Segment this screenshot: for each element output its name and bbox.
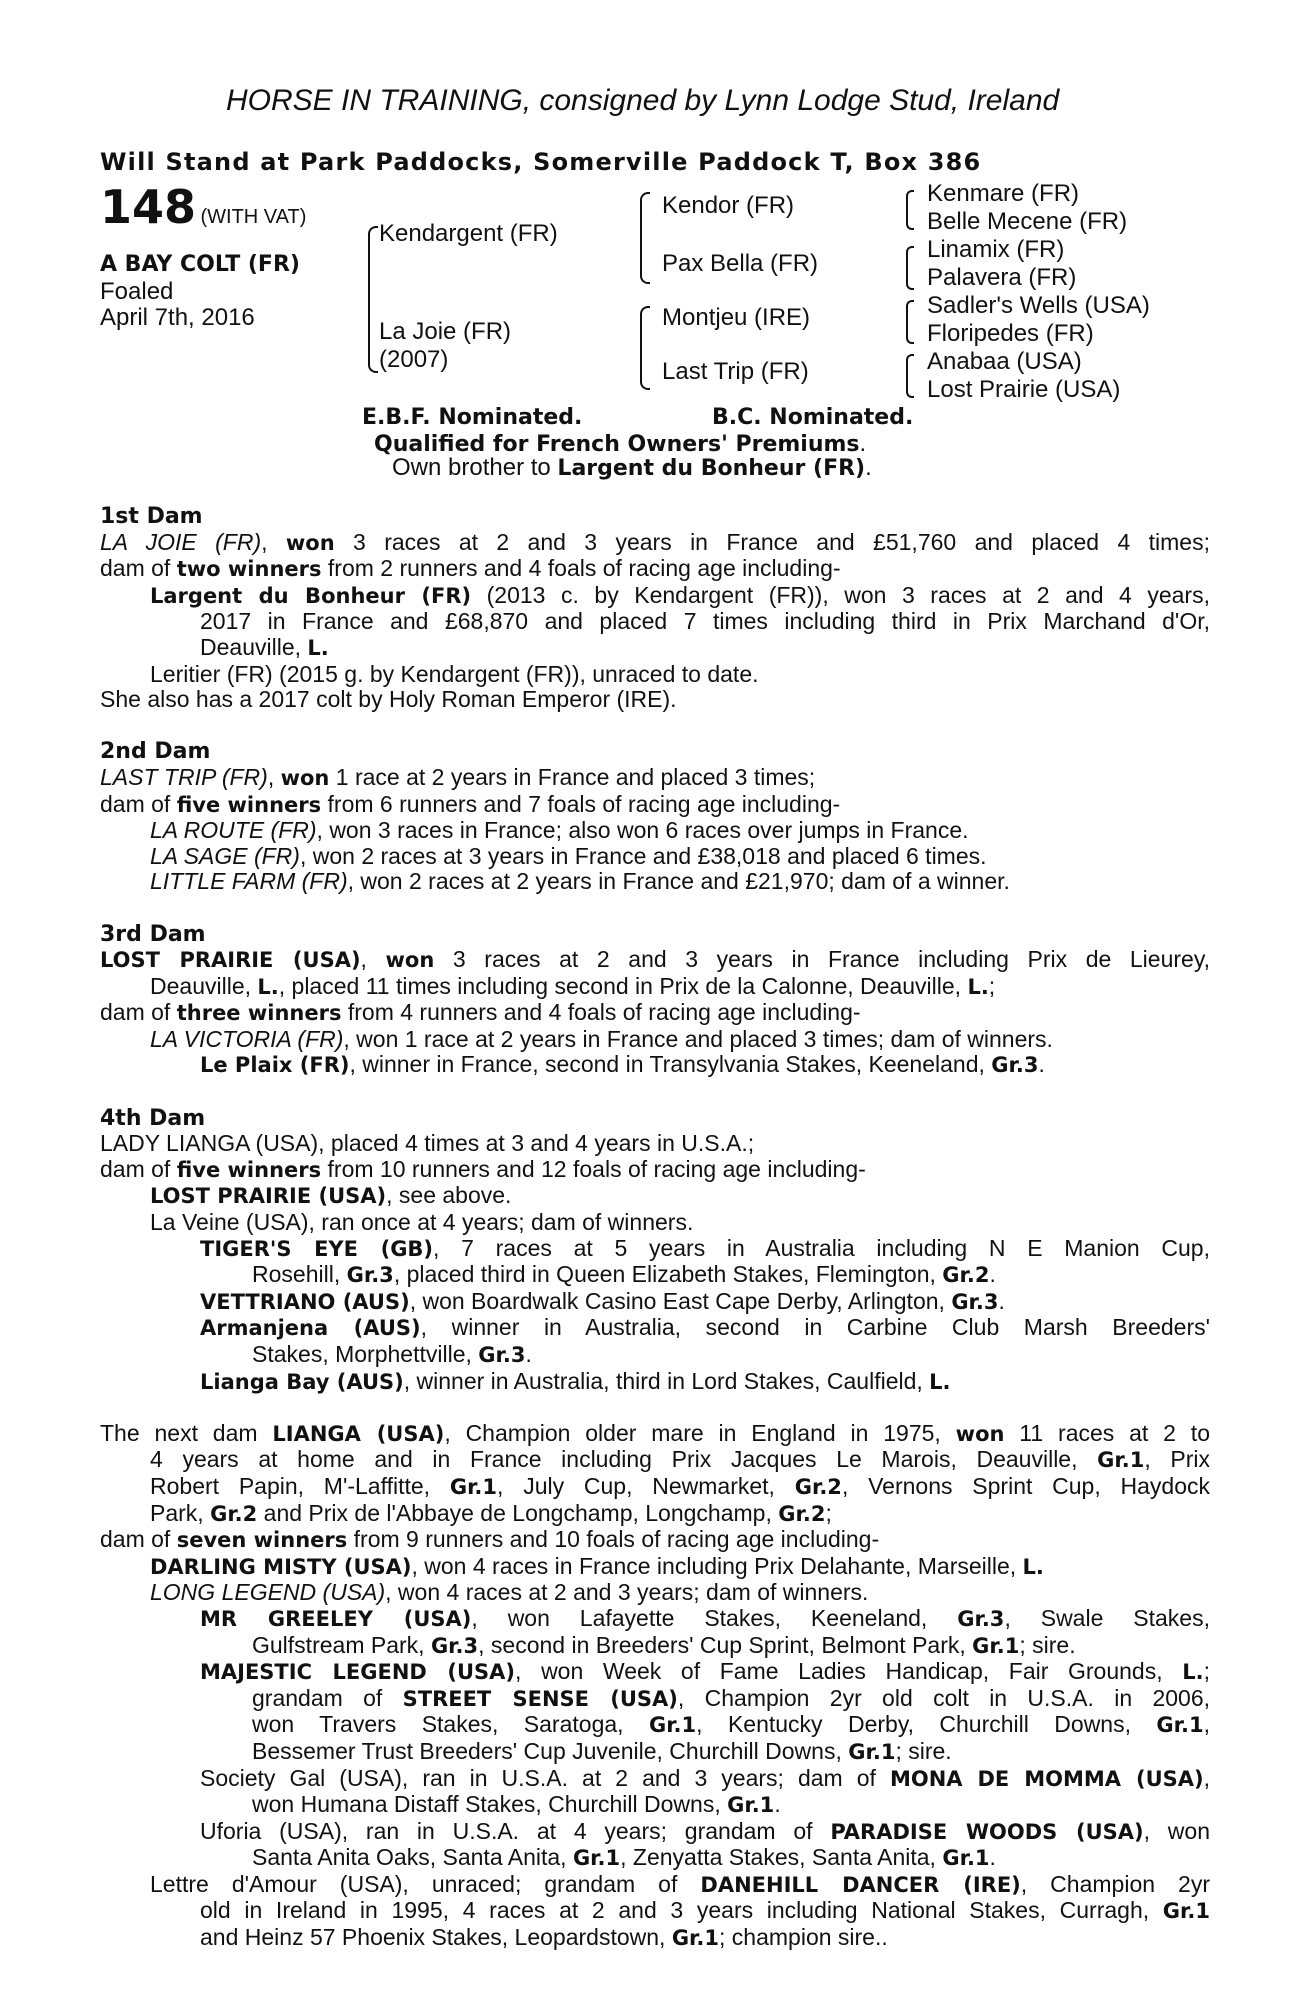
section-heading: [100, 738, 1210, 765]
bold-text: Gr.3: [991, 1053, 1039, 1078]
stand-location: Will Stand at Park Paddocks, Somerville Paddock T, Box 386: [100, 148, 982, 176]
bold-text: PARADISE WOODS (USA): [830, 1819, 1144, 1844]
bold-text: MONA DE MOMMA (USA): [889, 1766, 1204, 1791]
text: 3 races at 2 and 3 years in France and £51,760 and placed 4 times;: [334, 528, 1210, 555]
record-line: [100, 1792, 1210, 1819]
bold-text: L.: [257, 974, 279, 999]
text: , Champion older mare in England in 1975,: [444, 1419, 956, 1446]
bold-text: won: [955, 1421, 1005, 1446]
text: , won 3 races in France; also won 6 races over jumps in France.: [316, 817, 969, 844]
bold-text: Gr.3: [346, 1263, 394, 1288]
bold-text: seven winners: [176, 1528, 348, 1553]
text: Park,: [150, 1499, 211, 1526]
text: dam of: [100, 555, 177, 582]
bc-nomination: B.C. Nominated.: [712, 405, 914, 430]
text: Society Gal (USA), ran in U.S.A. at 2 and 3 years; dam of: [200, 1764, 890, 1791]
record-line: [100, 609, 1210, 635]
text: ,: [1203, 1764, 1210, 1791]
italic-text: LONG LEGEND (USA): [150, 1579, 386, 1606]
text: .: [989, 1844, 996, 1871]
bold-text: TIGER'S EYE (GB): [200, 1236, 434, 1261]
bold-text: Gr.3: [478, 1343, 526, 1367]
record-line: [100, 1131, 1210, 1157]
bold-text: LIANGA (USA): [272, 1421, 445, 1446]
text: .: [525, 1341, 532, 1367]
text: , Zenyatta Stakes, Santa Anita,: [620, 1844, 943, 1871]
own-brother-text: Own brother to: [392, 454, 558, 481]
bold-text: won: [285, 530, 335, 555]
text: Bessemer Trust Breeders' Cup Juvenile, Churchill Downs,: [252, 1737, 849, 1764]
bold-text: Gr.2: [942, 1263, 990, 1288]
record-line: [100, 1157, 1210, 1184]
record-line: [100, 1369, 1210, 1396]
record-line: [100, 1554, 1210, 1581]
record-line: [100, 662, 1210, 688]
pedigree-sire: Kendargent (FR): [379, 220, 558, 247]
text: The next dam: [100, 1419, 273, 1446]
bold-text: five winners: [176, 792, 322, 817]
text: ; champion sire..: [719, 1924, 888, 1951]
sire-line-bracket: [640, 192, 650, 284]
bold-text: Gr.3: [430, 1633, 479, 1658]
pedigree-gen2-3: Montjeu (IRE): [662, 304, 811, 331]
text: 1 race at 2 years in France and placed 3 times;: [329, 763, 816, 790]
french-premiums-text: Qualified for French Owners' Premiums: [374, 432, 860, 457]
pedigree-gen3-6: Floripedes (FR): [927, 320, 1094, 347]
own-brother-end: .: [865, 454, 872, 481]
text: , placed third in Queen Elizabeth Stakes, Flemington,: [393, 1261, 943, 1288]
bold-text: Gr.3: [957, 1606, 1005, 1631]
pedigree-dam-year: (2007): [379, 346, 449, 373]
text: .: [1038, 1051, 1045, 1078]
record-line: [100, 974, 1210, 1001]
text: , winner in Australia, second in Carbine Club Marsh Breeders': [420, 1314, 1210, 1341]
page-header-title: HORSE IN TRAINING, consigned by Lynn Lodge Stud, Ireland: [226, 84, 1060, 117]
record-line: [100, 1527, 1210, 1554]
text: Stakes, Morphettville,: [252, 1341, 479, 1367]
record-line: [100, 1447, 1210, 1474]
pedigree-gen2-2: Pax Bella (FR): [662, 250, 819, 277]
ebf-nomination: E.B.F. Nominated.: [362, 405, 583, 430]
italic-text: LA VICTORIA (FR): [150, 1025, 344, 1052]
record-line: [100, 1686, 1210, 1713]
bold-text: Gr.2: [794, 1474, 842, 1499]
text: ;: [825, 1499, 832, 1526]
text: , won: [1143, 1817, 1211, 1844]
text: 4 years at home and in France including Prix Jacques Le Marois, Deauville,: [150, 1446, 1098, 1473]
record-line: [100, 1898, 1210, 1925]
text: ; sire.: [895, 1737, 952, 1764]
text: Deauville,: [150, 972, 258, 999]
text: , Kentucky Derby, Churchill Downs,: [696, 1711, 1157, 1738]
record-line: [100, 818, 1210, 844]
bold-text: Gr.1: [572, 1846, 621, 1871]
text: from 10 runners and 12 foals of racing age including-: [321, 1155, 866, 1182]
produce-record: [100, 503, 1210, 1952]
text: from 2 runners and 4 foals of racing age including-: [321, 555, 841, 582]
italic-text: LITTLE FARM (FR): [150, 868, 348, 895]
text: , Champion 2yr: [1020, 1870, 1211, 1897]
record-line: [100, 1766, 1210, 1793]
record-line: [100, 583, 1210, 610]
bold-text: Gr.1: [942, 1846, 990, 1871]
bold-text: Gr.3: [951, 1289, 999, 1314]
foaled-date: April 7th, 2016: [100, 304, 255, 331]
text: La Veine (USA), ran once at 4 years; dam of winners.: [150, 1209, 694, 1236]
bold-text: STREET SENSE (USA): [402, 1686, 678, 1711]
foaled-label: Foaled: [100, 278, 174, 305]
own-brother-note: [392, 454, 872, 482]
record-line: [100, 1236, 1210, 1263]
text: 3 races at 2 and 3 years in France including Prix de Lieurey,: [434, 946, 1210, 973]
record-line: [100, 765, 1210, 792]
french-premiums-end: .: [859, 430, 867, 457]
bold-text: LOST PRAIRIE (USA): [150, 1184, 387, 1209]
bold-text: Gr.1: [1156, 1713, 1204, 1738]
record-line: [100, 1052, 1210, 1079]
record-line: [100, 947, 1210, 974]
text: , won 2 races at 3 years in France and £38,018 and placed 6 times.: [299, 842, 987, 869]
text: ,: [261, 528, 286, 555]
pedigree-gen3-4: Palavera (FR): [927, 264, 1077, 291]
text: Uforia (USA), ran in U.S.A. at 4 years; grandam of: [200, 1817, 831, 1844]
text: Lettre d'Amour (USA), unraced; grandam of: [150, 1870, 701, 1897]
own-brother-name: Largent du Bonheur (FR): [557, 456, 866, 481]
text: dam of: [100, 1155, 177, 1182]
section-heading: [100, 1105, 1210, 1132]
text: , won 4 races in France including Prix Delahante, Marseille,: [411, 1552, 1023, 1579]
text: , won 1 race at 2 years in France and placed 3 times; dam of winners.: [343, 1025, 1053, 1052]
text: won Travers Stakes, Saratoga,: [252, 1711, 649, 1738]
bold-text: Gr.1: [648, 1713, 697, 1738]
text: Leritier (FR) (2015 g. by Kendargent (FR)), unraced to date.: [150, 660, 759, 687]
dam-line-bracket: [640, 306, 650, 390]
record-line: [100, 530, 1210, 557]
text: .: [774, 1791, 781, 1818]
record-line: [100, 556, 1210, 583]
text: Rosehill,: [252, 1261, 347, 1288]
pedigree-gen3-1: Kenmare (FR): [927, 180, 1080, 207]
text: and Prix de l'Abbaye de Longchamp, Longchamp,: [257, 1499, 779, 1526]
record-line: [100, 1501, 1210, 1528]
record-line: [100, 1925, 1210, 1952]
record-line: [100, 1210, 1210, 1236]
text: 11 races at 2 to: [1004, 1419, 1210, 1446]
text: dam of: [100, 1526, 177, 1553]
bold-text: won: [385, 948, 435, 973]
record-line: [100, 1421, 1210, 1448]
pedigree-gen2-4: Last Trip (FR): [662, 358, 809, 385]
pedigree-gen3-7: Anabaa (USA): [927, 348, 1082, 375]
text: .: [998, 1287, 1005, 1314]
pedigree-dam: La Joie (FR): [379, 318, 512, 345]
text: , Swale Stakes,: [1004, 1604, 1210, 1631]
pedigree-gen3-8: Lost Prairie (USA): [927, 376, 1121, 403]
bold-text: Gr.1: [848, 1739, 896, 1764]
text: ; sire.: [1019, 1631, 1076, 1658]
record-line: [100, 687, 1210, 713]
lot-description: A BAY COLT (FR): [100, 252, 300, 277]
text: , Champion 2yr old colt in U.S.A. in 2006,: [677, 1684, 1210, 1711]
record-line: [100, 1000, 1210, 1027]
text: LADY LIANGA (USA), placed 4 times at 3 and 4 years in U.S.A.;: [100, 1130, 755, 1157]
text: Santa Anita Oaks, Santa Anita,: [252, 1844, 573, 1871]
text: and Heinz 57 Phoenix Stakes, Leopardstown,: [200, 1924, 672, 1951]
text: , see above.: [386, 1182, 512, 1209]
bold-text: five winners: [176, 1157, 322, 1182]
text: , won 4 races at 2 and 3 years; dam of winners.: [385, 1579, 869, 1606]
bold-text: LOST PRAIRIE (USA): [100, 948, 361, 973]
text: Gulfstream Park,: [252, 1631, 431, 1658]
text: , Prix: [1144, 1446, 1210, 1473]
bold-text: L.: [307, 635, 329, 660]
text: , winner in Australia, third in Lord Stakes, Caulfield,: [403, 1367, 930, 1394]
spacer: [100, 895, 1210, 921]
italic-text: LAST TRIP (FR): [100, 763, 268, 790]
bold-text: Gr.1: [1097, 1448, 1145, 1473]
text: , second in Breeders' Cup Sprint, Belmont Park,: [478, 1631, 973, 1658]
text: , won Week of Fame Ladies Handicap, Fair Grounds,: [515, 1658, 1183, 1685]
bold-text: Gr.1: [1162, 1899, 1210, 1924]
text: dam of: [100, 790, 177, 817]
record-line: [100, 1183, 1210, 1210]
bold-text: 2nd Dam: [100, 739, 211, 765]
bold-text: MR GREELEY (USA): [200, 1606, 472, 1631]
text: She also has a 2017 colt by Holy Roman Emperor (IRE).: [100, 686, 677, 713]
text: from 6 runners and 7 foals of racing age including-: [321, 790, 841, 817]
bold-text: 4th Dam: [100, 1105, 206, 1131]
record-line: [100, 869, 1210, 895]
record-line: [100, 1474, 1210, 1501]
text: ,: [1203, 1711, 1210, 1738]
bold-text: Gr.2: [778, 1501, 826, 1526]
bold-text: Gr.1: [972, 1633, 1020, 1658]
text: dam of: [100, 999, 177, 1026]
pedigree-gen2-1: Kendor (FR): [662, 192, 795, 219]
italic-text: LA ROUTE (FR): [150, 817, 317, 844]
bold-text: two winners: [176, 557, 322, 582]
text: ;: [1203, 1658, 1210, 1685]
bold-text: L.: [967, 974, 989, 999]
bold-text: DARLING MISTY (USA): [150, 1554, 412, 1579]
lot-number: 148: [100, 180, 197, 234]
bold-text: won: [280, 765, 330, 790]
bold-text: 1st Dam: [100, 504, 203, 529]
record-line: [100, 1659, 1210, 1686]
bold-text: three winners: [176, 1001, 342, 1026]
record-line: [100, 1872, 1210, 1899]
record-line: [100, 1633, 1210, 1660]
record-line: [100, 792, 1210, 819]
bold-text: L.: [1022, 1554, 1044, 1579]
pedigree-gen3-2: Belle Mecene (FR): [927, 208, 1128, 235]
record-line: [100, 1262, 1210, 1289]
text: , won Boardwalk Casino East Cape Derby, Arlington,: [409, 1287, 952, 1314]
record-line: [100, 1845, 1210, 1872]
bold-text: VETTRIANO (AUS): [200, 1289, 410, 1314]
bold-text: 3rd Dam: [100, 921, 206, 947]
text: ,: [267, 763, 281, 790]
lot-heading: [100, 180, 306, 234]
bold-text: Gr.1: [671, 1926, 720, 1951]
text: , won Lafayette Stakes, Keeneland,: [471, 1604, 958, 1631]
record-line: [100, 1027, 1210, 1053]
bold-text: MAJESTIC LEGEND (USA): [200, 1660, 516, 1685]
text: , July Cup, Newmarket,: [497, 1472, 795, 1499]
text: , won 2 races at 2 years in France and £21,970; dam of a winner.: [347, 868, 1010, 895]
text: .: [989, 1261, 996, 1288]
bold-text: Le Plaix (FR): [200, 1053, 350, 1078]
text: , placed 11 times including second in Prix de la Calonne, Deauville,: [278, 972, 968, 999]
record-line: [100, 1819, 1210, 1846]
bold-text: DANEHILL DANCER (IRE): [700, 1872, 1021, 1897]
record-line: [100, 1580, 1210, 1606]
text: grandam of: [252, 1684, 403, 1711]
record-line: [100, 1739, 1210, 1766]
spacer: [100, 1395, 1210, 1421]
text: old in Ireland in 1995, 4 races at 2 and 3 years including National Stakes, Curragh,: [200, 1897, 1163, 1924]
bold-text: Lianga Bay (AUS): [200, 1369, 404, 1394]
spacer: [100, 1079, 1210, 1105]
record-line: [100, 635, 1210, 662]
italic-text: LA JOIE (FR): [100, 528, 262, 555]
text: (2013 c. by Kendargent (FR)), won 3 races at 2 and 4 years,: [471, 581, 1210, 608]
italic-text: LA SAGE (FR): [150, 842, 300, 869]
text: Robert Papin, M'-Laffitte,: [150, 1472, 450, 1499]
text: from 9 runners and 10 foals of racing age including-: [347, 1526, 880, 1553]
section-heading: [100, 503, 1210, 530]
text: Deauville,: [200, 633, 308, 660]
bold-text: Gr.1: [727, 1793, 775, 1818]
bold-text: L.: [929, 1369, 951, 1394]
bold-text: Largent du Bonheur (FR): [150, 583, 472, 608]
bold-text: Armanjena (AUS): [200, 1316, 421, 1341]
bold-text: Gr.2: [210, 1501, 258, 1526]
pedigree-gen3-3: Linamix (FR): [927, 236, 1065, 263]
record-line: [100, 1315, 1210, 1342]
montjeu-bracket: [906, 300, 914, 344]
spacer: [100, 713, 1210, 739]
last-trip-bracket: [906, 354, 914, 398]
vat-note: (WITH VAT): [200, 206, 307, 228]
text: , Vernons Sprint Cup, Haydock: [841, 1472, 1210, 1499]
text: , 7 races at 5 years in Australia including N E Manion Cup,: [433, 1234, 1210, 1261]
text: , winner in France, second in Transylvania Stakes, Keeneland,: [349, 1051, 992, 1078]
section-heading: [100, 921, 1210, 948]
pedigree-gen3-5: Sadler's Wells (USA): [927, 292, 1150, 319]
text: ,: [360, 946, 386, 973]
record-line: [100, 844, 1210, 870]
bold-text: L.: [1182, 1660, 1204, 1685]
bold-text: Gr.1: [449, 1474, 498, 1499]
text: won Humana Distaff Stakes, Churchill Downs,: [252, 1791, 728, 1818]
record-line: [100, 1712, 1210, 1739]
text: ;: [988, 972, 996, 999]
record-line: [100, 1606, 1210, 1633]
record-line: [100, 1289, 1210, 1316]
text: 2017 in France and £68,870 and placed 7 times including third in Prix Marchand d'Or,: [200, 608, 1210, 635]
kendor-bracket: [906, 190, 914, 230]
text: from 4 runners and 4 foals of racing age including-: [341, 999, 861, 1026]
record-line: [100, 1342, 1210, 1369]
pax-bella-bracket: [906, 246, 914, 290]
sire-dam-bracket: [368, 226, 378, 373]
